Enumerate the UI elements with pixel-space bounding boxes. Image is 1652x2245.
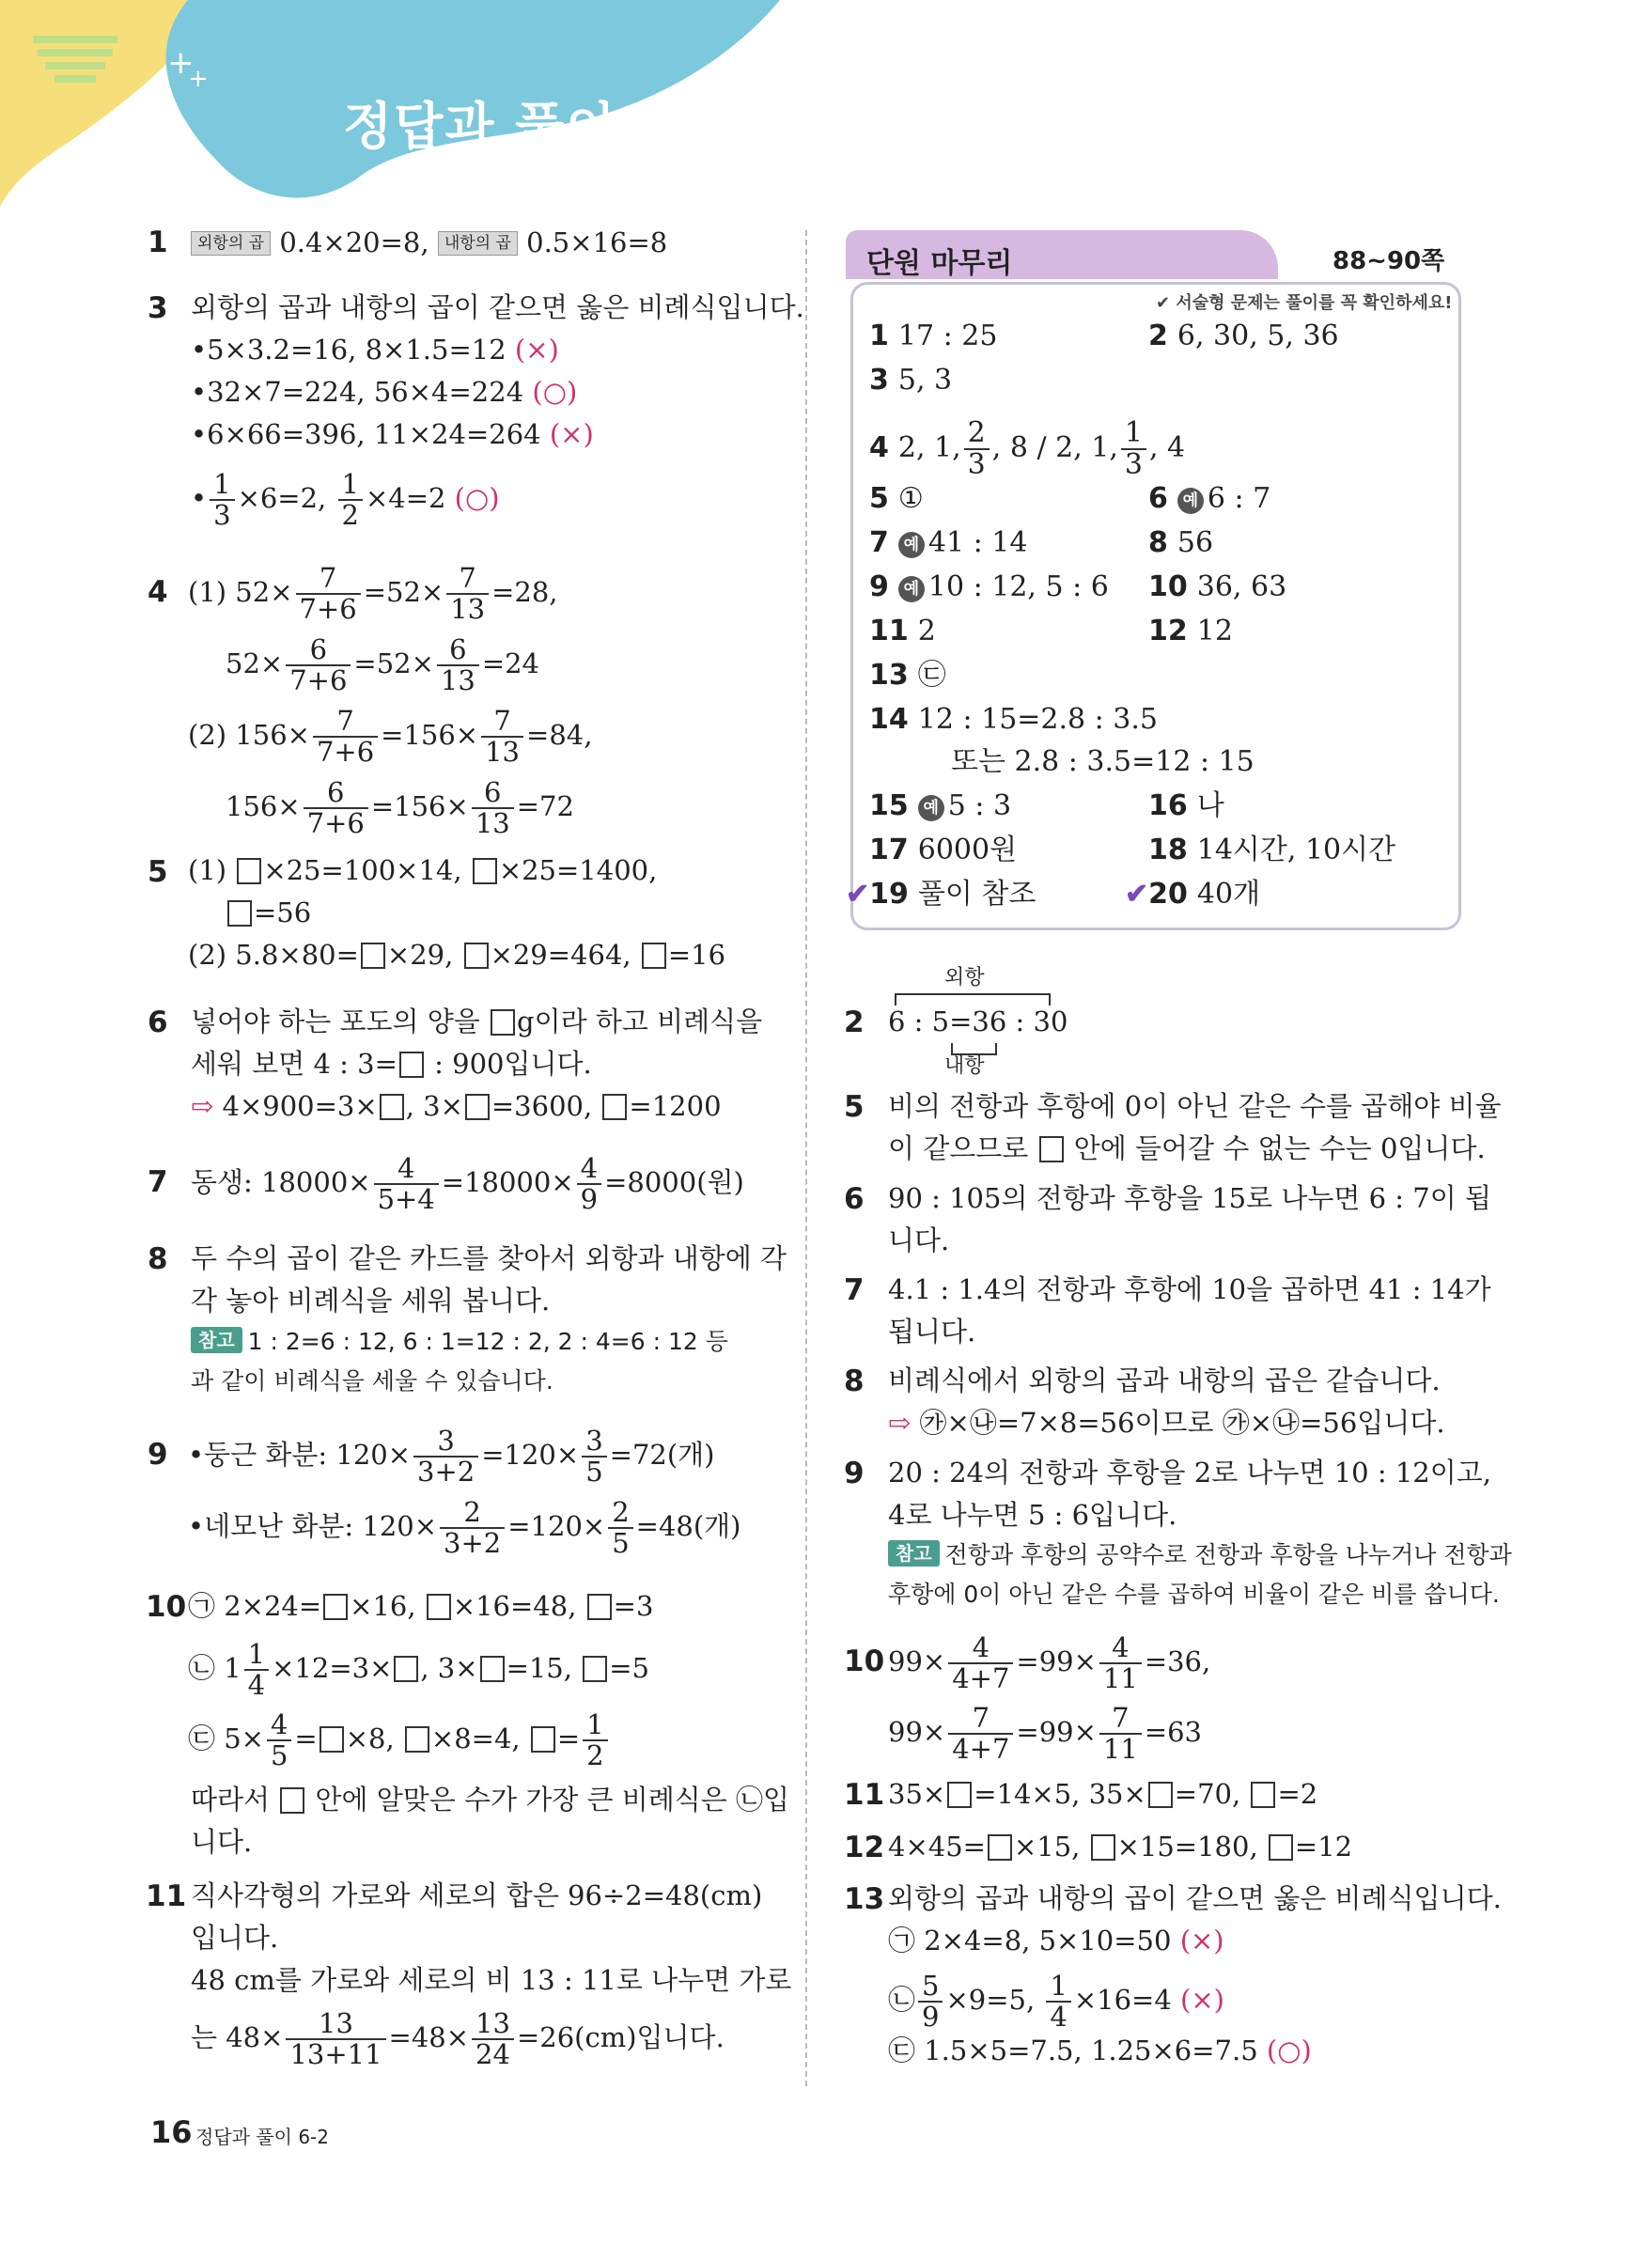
- right-11: 35× =14×5, 35× =70, =2: [888, 1778, 1318, 1810]
- problem-5-a2: =56: [226, 892, 311, 934]
- right-8-l2: ⇨ ㉮×㉯=7×8=56이므로 ㉮×㉯=56입니다.: [888, 1407, 1445, 1439]
- blank-box: [988, 1834, 1012, 1861]
- problem-number: 8: [148, 1242, 168, 1276]
- summary-item-4: 4 2, 1, $\frac{2}{3}$ , 8 / 2, 1, $\frac{1}{3}$ , 4: [869, 416, 1186, 481]
- problem-9-a: •둥근 화분: 120× $\frac{3}{3+2}$ =120× $\frac{3}{5}$ =72(개): [188, 1425, 715, 1488]
- problem-number: 3: [148, 291, 168, 325]
- blank-box: [1148, 1782, 1173, 1808]
- problem-number: 4: [148, 575, 168, 609]
- problem-number: 12: [844, 1831, 885, 1864]
- reference-tag: 참고: [888, 1540, 940, 1567]
- problem-10-c: ㉢ 5× $\frac{4}{5}$ = ×8, ×8=4, = $\frac{1}{2}$: [188, 1710, 611, 1770]
- summary-item-3: 3 5, 3: [869, 364, 953, 397]
- blank-box: [1091, 1834, 1115, 1861]
- right-5-l2: 이 같으므로 안에 들어갈 수 없는 수는 0입니다.: [888, 1132, 1486, 1164]
- problem-number: 13: [844, 1882, 885, 1916]
- outer-label: 외항: [944, 966, 985, 990]
- reference-tag: 참고: [191, 1327, 242, 1353]
- summary-note: ✔ 서술형 문제는 풀이를 꼭 확인하세요!: [1156, 293, 1453, 313]
- blank-box: [587, 1594, 612, 1620]
- header-decoration: [0, 0, 1652, 244]
- column-divider: [805, 230, 807, 2086]
- summary-item-20: ✔20 40개: [1125, 878, 1261, 911]
- right-6-l1: 90 : 105의 전항과 후항을 15로 나누면 6 : 7이 됩: [888, 1182, 1491, 1214]
- summary-item-13: 13 ㉢: [869, 659, 946, 692]
- summary-item-14: 14 12 : 15=2.8 : 3.5: [869, 703, 1159, 736]
- blank-box: [237, 858, 261, 884]
- summary-item-2: 2 6, 30, 5, 36: [1148, 320, 1339, 352]
- summary-item-15: 15 예 5 : 3: [869, 789, 1012, 822]
- problem-3-line4: • $\frac{1}{3}$ ×6=2, $\frac{1}{2}$ ×4=2 (○): [191, 468, 500, 531]
- summary-item-1: 1 17 : 25: [869, 320, 998, 352]
- right-10-a: 99× $\frac{4}{4+7}$ =99× $\frac{4}{11}$ =36,: [888, 1631, 1211, 1694]
- right-9-l3: 참고 전항과 후항의 공약수로 전항과 후항을 나누거나 전항과: [888, 1534, 1512, 1576]
- problem-6-l1: 넣어야 하는 포도의 양을 g이라 하고 비례식을: [191, 1006, 763, 1037]
- blank-box: [323, 1594, 348, 1620]
- right-13-c: ㉢ 1.5×5=7.5, 1.25×6=7.5 (○): [888, 2035, 1312, 2066]
- problem-4-b2: 156× $\frac{6}{7+6}$ =156× $\frac{6}{13}$ =72: [226, 776, 574, 839]
- problem-3-intro: 외항의 곱과 내항의 곱이 같으면 옳은 비례식입니다.: [191, 291, 804, 323]
- summary-item-9: 9 예 10 : 12, 5 : 6: [869, 570, 1109, 603]
- right-13-l1: 외항의 곱과 내항의 곱이 같으면 옳은 비례식입니다.: [888, 1882, 1502, 1914]
- check-icon: ✔: [1125, 878, 1149, 911]
- problem-11-l2: 입니다.: [191, 1922, 279, 1954]
- ratio-expression: 6 : 5=36 : 30: [888, 1006, 1068, 1037]
- problem-4-b1: (2) 156× $\frac{7}{7+6}$ =156× $\frac{7}{13}$ =84,: [188, 705, 593, 768]
- problem-3-line3: •6×66=396, 11×24=264 (×): [191, 418, 594, 450]
- problem-6-l3: ⇨ 4×900=3× , 3× =3600, =1200: [191, 1090, 722, 1122]
- blank-box: [361, 943, 385, 969]
- problem-number: 7: [148, 1165, 168, 1199]
- example-badge: 예: [918, 795, 944, 821]
- problem-number: 10: [844, 1645, 885, 1678]
- problem-8-l4: 과 같이 비례식을 세울 수 있습니다.: [191, 1367, 553, 1395]
- problem-4-a2: 52× $\frac{6}{7+6}$ =52× $\frac{6}{13}$ =24: [226, 633, 540, 696]
- summary-item-10: 10 36, 63: [1148, 570, 1287, 603]
- problem-4-a1: (1) 52× $\frac{7}{7+6}$ =52× $\frac{7}{13}$ =28,: [188, 562, 558, 625]
- problem-3-line1: •5×3.2=16, 8×1.5=12 (×): [191, 334, 559, 366]
- blank-box: [473, 858, 497, 884]
- blank-box: [583, 1656, 607, 1682]
- footer-label: 정답과 풀이 6-2: [195, 2126, 329, 2148]
- right-7-l1: 4.1 : 1.4의 전항과 후항에 10을 곱하면 41 : 14가: [888, 1273, 1491, 1305]
- summary-item-16: 16 나: [1148, 789, 1224, 822]
- blank-box: [227, 900, 252, 927]
- problem-3-line2: •32×7=224, 56×4=224 (○): [191, 376, 578, 408]
- blank-box: [1039, 1136, 1064, 1162]
- blank-box: [405, 1726, 429, 1753]
- summary-item-5: 5 ①: [869, 482, 924, 515]
- check-icon: ✔: [846, 878, 870, 911]
- summary-item-12: 12 12: [1148, 615, 1233, 647]
- summary-item-19: ✔19 풀이 참조: [846, 878, 1036, 911]
- problem-number: 6: [844, 1182, 865, 1216]
- problem-number: 9: [148, 1438, 168, 1472]
- right-9-l1: 20 : 24의 전항과 후항을 2로 나누면 10 : 12이고,: [888, 1457, 1491, 1489]
- blank-box: [399, 1052, 424, 1078]
- blank-box: [480, 1656, 505, 1682]
- blank-box: [319, 1726, 344, 1753]
- example-badge: 예: [898, 532, 925, 558]
- inner-product-tag: 내항의 곱: [438, 231, 518, 256]
- summary-pages: 88~90쪽: [1333, 247, 1445, 275]
- right-9-l4: 후항에 0이 아닌 같은 수를 곱하여 비율이 같은 비를 씁니다.: [888, 1581, 1500, 1608]
- problem-number: 1: [148, 226, 168, 259]
- problem-1: 외항의 곱 0.4×20=8, 내항의 곱 0.5×16=8: [191, 222, 667, 264]
- problem-number: 11: [146, 1879, 187, 1913]
- svg-text:+: +: [167, 44, 195, 82]
- blank-box: [531, 1726, 555, 1753]
- summary-item-6: 6 예 6 : 7: [1148, 482, 1271, 515]
- problem-number: 6: [148, 1006, 168, 1039]
- right-12: 4×45= ×15, ×15=180, =12: [888, 1831, 1353, 1863]
- blank-box: [1251, 1782, 1275, 1808]
- right-10-b: 99× $\frac{7}{4+7}$ =99× $\frac{7}{11}$ =63: [888, 1702, 1203, 1765]
- problem-number: 10: [146, 1590, 187, 1624]
- blank-box: [642, 943, 666, 969]
- problem-number: 5: [844, 1090, 865, 1124]
- problem-8-l2: 각 놓아 비례식을 세워 봅니다.: [191, 1285, 551, 1317]
- summary-item-7: 7 예 41 : 14: [869, 526, 1028, 559]
- right-6-l2: 니다.: [888, 1224, 950, 1256]
- problem-10-d2: 니다.: [191, 1826, 253, 1858]
- right-5-l1: 비의 전항과 후항에 0이 아닌 같은 수를 곱해야 비율: [888, 1090, 1502, 1122]
- problem-10-b: ㉡ 1 $\frac{1}{4}$ ×12=3× , 3× =15, =5: [188, 1638, 649, 1701]
- right-7-l2: 됩니다.: [888, 1316, 976, 1348]
- summary-item-18: 18 14시간, 10시간: [1148, 834, 1396, 866]
- summary-item-14-alt: 또는 2.8 : 3.5=12 : 15: [951, 745, 1255, 778]
- problem-7: 동생: 18000× $\frac{4}{5+4}$ =18000× $\frac{4}{9}$ =8000(원): [191, 1152, 744, 1215]
- right-9-l2: 4로 나누면 5 : 6입니다.: [888, 1499, 1177, 1531]
- problem-number: 2: [844, 1006, 865, 1039]
- blank-box: [1269, 1834, 1293, 1861]
- blank-box: [280, 1787, 304, 1814]
- problem-8-l3: 참고 1 : 2=6 : 12, 6 : 1=12 : 2, 2 : 4=6 : 12 등: [191, 1320, 728, 1363]
- problem-11-l4: 는 48× $\frac{13}{13+11}$ =48× $\frac{13}{24}$ =26(cm)입니다.: [191, 2007, 725, 2070]
- blank-box: [394, 1656, 418, 1682]
- problem-9-b: •네모난 화분: 120× $\frac{2}{3+2}$ =120× $\frac{2}{5}$ =48(개): [188, 1496, 741, 1559]
- summary-item-17: 17 6000원: [869, 834, 1018, 866]
- problem-number: 9: [844, 1457, 865, 1490]
- problem-5-b: (2) 5.8×80= ×29, ×29=464, =16: [188, 939, 726, 971]
- svg-text:+: +: [188, 65, 209, 93]
- summary-title: 단원 마무리: [866, 247, 1013, 280]
- problem-10-d: 따라서 안에 알맞은 수가 가장 큰 비례식은 ㉡입: [191, 1784, 790, 1816]
- problem-11-l3: 48 cm를 가로와 세로의 비 13 : 11로 나누면 가로: [191, 1964, 792, 1996]
- summary-item-8: 8 56: [1148, 526, 1214, 559]
- blank-box: [947, 1782, 972, 1808]
- problem-6-l2: 세워 보면 4 : 3= : 900입니다.: [191, 1048, 592, 1080]
- problem-5-a: (1) ×25=100×14, ×25=1400,: [188, 854, 658, 886]
- problem-number: 11: [844, 1778, 885, 1812]
- inner-label: 내항: [944, 1054, 985, 1078]
- page-number: 16: [150, 2114, 193, 2150]
- right-8-l1: 비례식에서 외항의 곱과 내항의 곱은 같습니다.: [888, 1364, 1441, 1396]
- problem-number: 5: [148, 855, 168, 889]
- problem-number: 7: [844, 1273, 865, 1307]
- problem-8-l1: 두 수의 곱이 같은 카드를 찾아서 외항과 내항에 각: [191, 1242, 787, 1274]
- blank-box: [427, 1594, 451, 1620]
- blank-box: [465, 1094, 490, 1120]
- page-title: 정답과 풀이: [343, 97, 617, 156]
- example-badge: 예: [898, 576, 925, 602]
- blank-box: [380, 1094, 404, 1120]
- right-13-a: ㉠ 2×4=8, 5×10=50 (×): [888, 1925, 1224, 1957]
- problem-10-a: ㉠ 2×24= ×16, ×16=48, =3: [188, 1590, 654, 1622]
- problem-11-l1: 직사각형의 가로와 세로의 합은 96÷2=48(cm): [191, 1879, 763, 1911]
- problem-number: 8: [844, 1364, 865, 1398]
- blank-box: [464, 943, 489, 969]
- blank-box: [602, 1094, 627, 1120]
- example-badge: 예: [1177, 488, 1204, 514]
- summary-item-11: 11 2: [869, 615, 936, 647]
- blank-box: [491, 1009, 515, 1036]
- right-13-b: ㉡ $\frac{5}{9}$ ×9=5, $\frac{1}{4}$ ×16=4 (×): [888, 1970, 1224, 2033]
- outer-product-tag: 외항의 곱: [191, 231, 271, 256]
